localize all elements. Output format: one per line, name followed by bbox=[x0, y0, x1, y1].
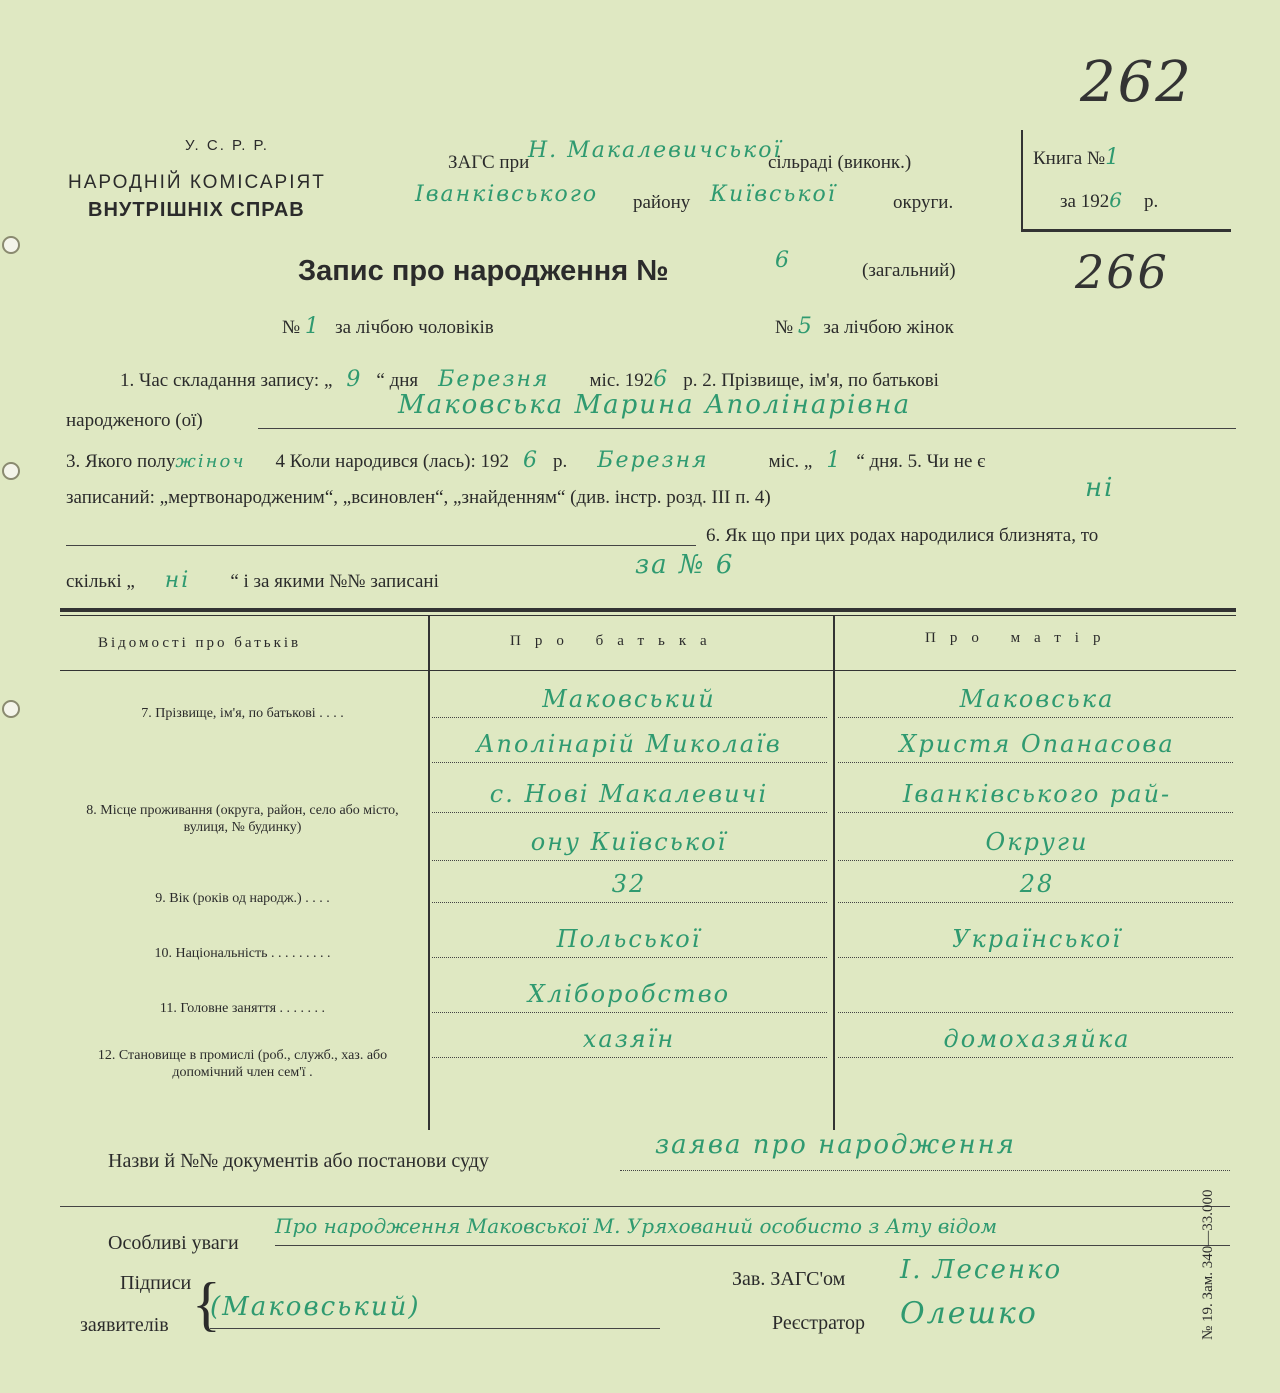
row-label: 12. Становище в промислі (роб., служб., хаз. або допомічний член сем'ї . bbox=[97, 1048, 388, 1080]
punch-hole bbox=[2, 462, 20, 480]
father-value: хазяїн bbox=[582, 1025, 676, 1053]
remarks-label: Особливі уваги bbox=[108, 1232, 239, 1254]
father-value: ону Київської bbox=[530, 828, 728, 856]
women-count: № 5 за лічбою жінок bbox=[775, 314, 954, 339]
applicants-label: Підписи bbox=[120, 1272, 192, 1294]
twins-numbers: за № 6 bbox=[635, 550, 735, 580]
registrar-signature: Олешко bbox=[900, 1296, 1038, 1331]
zags-prefix: ЗАГС при bbox=[448, 152, 530, 173]
registrar-label: Реєстратор bbox=[772, 1312, 866, 1334]
field-1: 1. Час складання запису: „ 9 “ дня Березня міс. 1926 р. 2. Прізвище, ім'я, по батькові bbox=[120, 367, 939, 392]
mother-value: Української bbox=[952, 925, 1122, 953]
column-header: Відомості про батьків bbox=[98, 635, 302, 651]
zags-suffix: сільраді (виконк.) bbox=[768, 152, 912, 173]
head-signature: І. Лесенко bbox=[900, 1255, 1063, 1285]
field-3-4: 3. Якого полужіноч 4 Коли народився (лась): 192 6 р. Березня міс. „ 1 “ дня. 5. Чи не є bbox=[66, 448, 986, 473]
row-label: 9. Вік (років од народж.) . . . . bbox=[155, 891, 330, 906]
born-label: народженого (ої) bbox=[66, 410, 203, 431]
head-label: Зав. ЗАГС'ом bbox=[732, 1268, 846, 1290]
column-header: Про батька bbox=[510, 633, 721, 649]
applicants-label-2: заявителів bbox=[80, 1314, 169, 1336]
archive-page-number-2: 266 bbox=[1075, 245, 1169, 299]
district-value: Іванківського bbox=[415, 182, 599, 207]
punch-hole bbox=[2, 700, 20, 718]
mother-value: Христя Опанасова bbox=[899, 730, 1175, 758]
twins: скількі „ ні “ і за якими №№ записані bbox=[66, 568, 439, 593]
book-label: Книга №1 bbox=[1033, 145, 1122, 170]
field-5-value: ні bbox=[1085, 473, 1115, 503]
column-header: Про матір bbox=[925, 630, 1115, 646]
punch-hole bbox=[2, 236, 20, 254]
field-6-label: 6. Як що при цих родах народилися близнята, то bbox=[706, 525, 1099, 546]
father-value: с. Нові Макалевичі bbox=[489, 780, 769, 808]
print-mark: № 19. Зам. 340—33.000 bbox=[1200, 1189, 1216, 1340]
record-number: 6 bbox=[775, 248, 791, 273]
father-value: 32 bbox=[611, 870, 647, 898]
row-label: 8. Місце проживання (округа, район, село або місто, вулиця, № будинку) bbox=[86, 803, 399, 835]
republic-label: У. С. Р. Р. bbox=[185, 137, 269, 154]
documents-label: Назви й №№ документів або постанови суду bbox=[108, 1150, 489, 1172]
title-note: (загальний) bbox=[862, 260, 956, 281]
father-value: Хліборобство bbox=[527, 980, 731, 1008]
village-council-value: Н. Макалевичської bbox=[528, 138, 783, 163]
row-label: 7. Прізвище, ім'я, по батькові . . . . bbox=[141, 706, 344, 721]
okrug-value: Київської bbox=[710, 182, 837, 207]
mother-value: Округи bbox=[985, 828, 1089, 856]
row-label: 10. Національність . . . . . . . . . bbox=[154, 946, 331, 961]
page-title: Запис про народження № bbox=[298, 255, 669, 287]
mother-value: домохазяйка bbox=[943, 1025, 1131, 1053]
book-year: за 1926 р. bbox=[1060, 188, 1159, 212]
brace: { bbox=[192, 1271, 221, 1337]
applicant-signature: (Маковський) bbox=[210, 1292, 421, 1322]
father-value: Маковський bbox=[542, 685, 716, 713]
okrug-label: округи. bbox=[893, 192, 954, 213]
commissariat-label-2: ВНУТРІШНІХ СПРАВ bbox=[88, 199, 305, 221]
mother-value: 28 bbox=[1019, 870, 1055, 898]
father-value: Аполінарій Миколаїв bbox=[476, 730, 782, 758]
child-name-value: Маковська Марина Аполінарівна bbox=[398, 390, 912, 420]
men-count: № 1 за лічбою чоловіків bbox=[282, 314, 494, 339]
archive-page-number: 262 bbox=[1080, 50, 1193, 115]
row-label: 11. Головне заняття . . . . . . . bbox=[159, 1001, 326, 1016]
mother-value: Маковська bbox=[959, 685, 1115, 713]
father-value: Польської bbox=[556, 925, 702, 953]
commissariat-label: НАРОДНІЙ КОМІСАРІЯТ bbox=[68, 172, 326, 193]
documents-value: заява про народження bbox=[655, 1130, 1016, 1160]
remarks-value: Про народження Маковської М. Уряхований особисто з Ату відом bbox=[275, 1214, 998, 1238]
field-5-label: записаний: „мертвонародженим“, „всиновлен“, „знайденням“ (див. інстр. розд. III п. 4) bbox=[66, 487, 771, 508]
district-label: району bbox=[633, 192, 691, 213]
mother-value: Іванківського рай- bbox=[902, 780, 1172, 808]
